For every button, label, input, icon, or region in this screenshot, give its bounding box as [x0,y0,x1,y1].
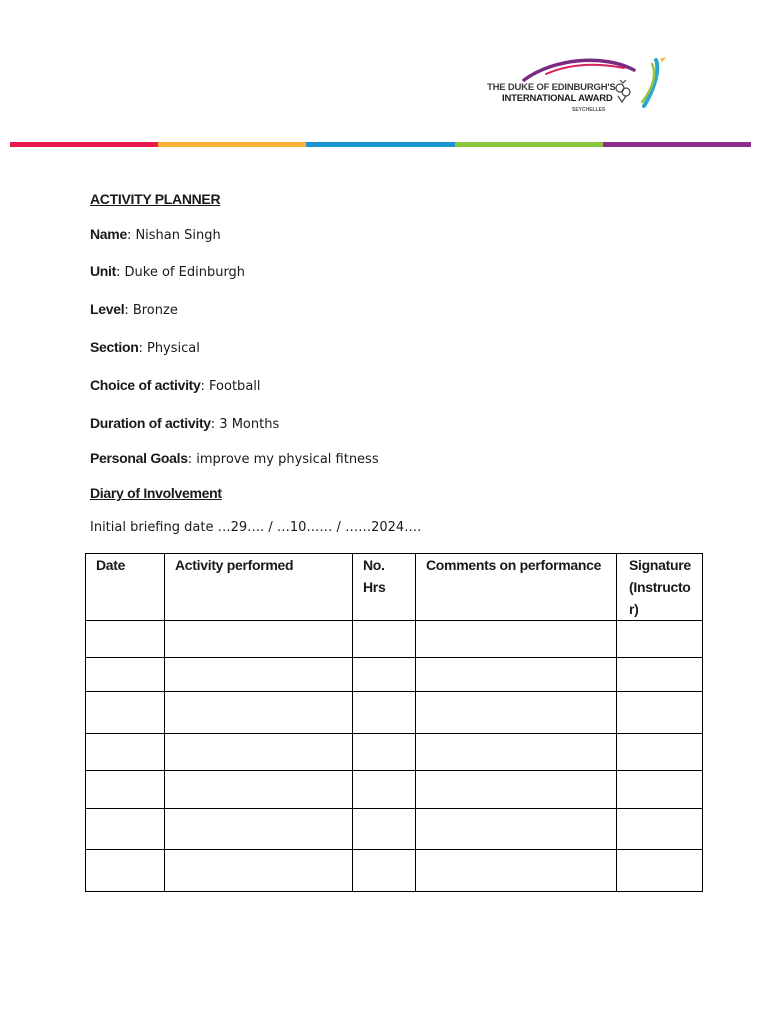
field-duration [90,415,279,432]
table-cell[interactable] [617,658,703,692]
field-label: Unit [90,263,117,279]
page-title: ACTIVITY PLANNER [90,191,221,207]
table-cell[interactable] [165,734,353,771]
field-value: : Duke of Edinburgh [116,265,246,280]
table-cell[interactable] [86,658,165,692]
table-cell[interactable] [416,771,617,809]
table-cell[interactable] [353,621,416,658]
table-cell[interactable] [617,809,703,850]
field-personal-goals [90,450,379,467]
field-value: : improve my physical fitness [187,452,379,467]
table-cell[interactable] [86,734,165,771]
color-segment-purple [603,142,751,147]
field-label: Name [90,226,127,242]
color-segment-green [455,142,603,147]
field-value: : Nishan Singh [126,228,221,243]
table-row [86,658,703,692]
field-value: : Football [200,379,261,394]
table-cell[interactable] [353,771,416,809]
table-cell[interactable] [416,658,617,692]
diary-heading: Diary of Involvement [90,485,222,501]
page-title-row [90,191,220,207]
table-cell[interactable] [617,850,703,892]
header-activity: Activity performed [165,554,353,621]
table-cell[interactable] [617,771,703,809]
field-unit [90,263,245,280]
briefing-date: Initial briefing date …29…. / …10…… / ……2024…. [90,520,422,535]
field-name [90,226,221,243]
table-cell[interactable] [165,621,353,658]
table-row [86,771,703,809]
table-cell[interactable] [353,809,416,850]
table-row [86,621,703,658]
table-cell[interactable] [86,621,165,658]
table-row [86,850,703,892]
field-section [90,339,200,356]
color-segment-yellow [158,142,306,147]
field-label: Level [90,301,125,317]
table-cell[interactable] [86,771,165,809]
header-signature: Signature (Instructo r) [617,554,703,621]
logo-line-3: SEYCHELLES [572,107,606,113]
table-cell[interactable] [165,692,353,734]
table-row [86,692,703,734]
table-cell[interactable] [416,621,617,658]
header-date: Date [86,554,165,621]
field-label: Choice of activity [90,377,201,393]
table-cell[interactable] [353,692,416,734]
table-cell[interactable] [86,809,165,850]
table-cell[interactable] [617,621,703,658]
logo-line-2: INTERNATIONAL AWARD [502,93,613,104]
table-cell[interactable] [353,850,416,892]
field-level [90,301,178,318]
table-cell[interactable] [416,809,617,850]
field-label: Personal Goals [90,450,188,466]
field-label: Section [90,339,139,355]
table-cell[interactable] [353,658,416,692]
table-cell[interactable] [617,734,703,771]
diary-table [85,553,703,892]
table-cell[interactable] [165,850,353,892]
field-activity-choice [90,377,261,394]
logo-line-1: THE DUKE OF EDINBURGH'S [487,82,616,93]
table-cell[interactable] [86,850,165,892]
header-hours: No. Hrs [353,554,416,621]
table-row [86,809,703,850]
table-cell[interactable] [353,734,416,771]
briefing-row [90,519,421,535]
award-logo [484,56,668,118]
field-label: Duration of activity [90,415,211,431]
table-cell[interactable] [86,692,165,734]
table-cell[interactable] [416,734,617,771]
table-row [86,734,703,771]
diary-heading-row [90,485,222,501]
table-cell[interactable] [617,692,703,734]
color-segment-red [10,142,158,147]
table-cell[interactable] [165,809,353,850]
table-header-row [86,554,703,621]
table-cell[interactable] [165,771,353,809]
table-cell[interactable] [416,692,617,734]
color-segment-blue [306,142,454,147]
field-value: : Bronze [124,303,178,318]
field-value: : 3 Months [210,417,280,432]
table-cell[interactable] [416,850,617,892]
table-cell[interactable] [165,658,353,692]
color-divider [10,142,751,147]
field-value: : Physical [138,341,200,356]
header-comments: Comments on performance [416,554,617,621]
